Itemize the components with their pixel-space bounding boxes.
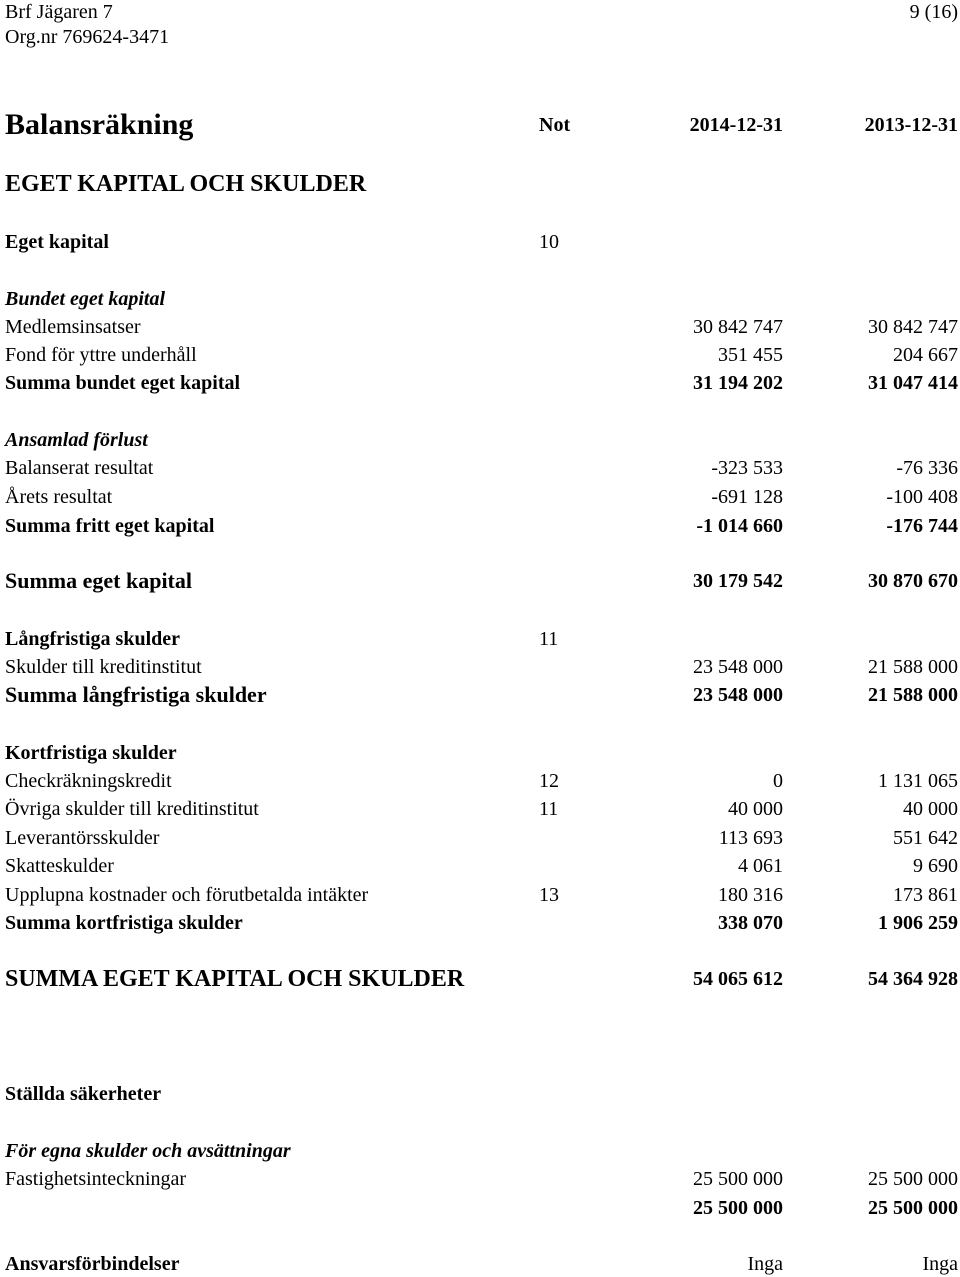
row-value-2013: 9 690 <box>913 855 958 877</box>
ansvar-row <box>5 1251 958 1277</box>
row-label: Skatteskulder <box>5 855 114 877</box>
langfristiga-heading-text: Långfristiga skulder <box>5 628 181 650</box>
row-label: Fond för yttre underhåll <box>5 344 197 366</box>
summa-eget-kapital-row <box>5 568 958 594</box>
page-title: Balansräkning <box>5 108 194 141</box>
page-number: 9 (16) <box>909 1 958 23</box>
row-label: Skulder till kreditinstitut <box>5 656 202 678</box>
sum-row <box>5 1195 958 1221</box>
table-row <box>5 882 958 908</box>
row-value-2013: -76 336 <box>896 457 958 479</box>
table-row <box>5 484 958 510</box>
row-value-2014: 180 316 <box>718 884 783 906</box>
sum-label: Summa långfristiga skulder <box>5 682 267 707</box>
row-value-2014: 25 500 000 <box>693 1168 783 1190</box>
table-row <box>5 825 958 851</box>
table-row <box>5 853 958 879</box>
sum-label: Summa fritt eget kapital <box>5 515 215 537</box>
table-row <box>5 455 958 481</box>
sakerheter-heading <box>5 1081 958 1107</box>
section-title-text: EGET KAPITAL OCH SKULDER <box>5 171 367 197</box>
eget-kapital-note: 10 <box>539 231 559 253</box>
row-value-2014: 0 <box>773 770 783 792</box>
bundet-heading <box>5 286 958 312</box>
sum-value-2013: -176 744 <box>886 515 958 537</box>
ansvar-value-2013: Inga <box>922 1253 958 1275</box>
column-header-2013: 2013-12-31 <box>864 114 958 136</box>
row-value-2013: 551 642 <box>893 827 958 849</box>
table-row <box>5 342 958 368</box>
kortfristiga-heading-text: Kortfristiga skulder <box>5 742 177 764</box>
org-number: Org.nr 769624-3471 <box>5 26 170 48</box>
sum-value-2013: 21 588 000 <box>868 684 958 706</box>
row-value-2014: -323 533 <box>711 457 783 479</box>
sum-value-2013: 31 047 414 <box>868 372 958 394</box>
sum-value-2014: 31 194 202 <box>693 372 783 394</box>
table-row <box>5 768 958 794</box>
table-row <box>5 314 958 340</box>
row-note: 12 <box>539 770 559 792</box>
sum-value-2014: 23 548 000 <box>693 684 783 706</box>
sum-value-2013: 30 870 670 <box>868 570 958 592</box>
row-label: Balanserat resultat <box>5 457 154 479</box>
kortfristiga-heading <box>5 740 958 766</box>
sum-value-2014: 25 500 000 <box>693 1197 783 1219</box>
sum-row <box>5 910 958 936</box>
sum-value-2014: 30 179 542 <box>693 570 783 592</box>
row-value-2013: 25 500 000 <box>868 1168 958 1190</box>
sum-row <box>5 682 958 708</box>
sum-label: Summa bundet eget kapital <box>5 372 241 394</box>
row-label: Årets resultat <box>5 486 113 508</box>
row-value-2014: -691 128 <box>711 486 783 508</box>
row-value-2014: 30 842 747 <box>693 316 783 338</box>
row-label: Övriga skulder till kreditinstitut <box>5 798 259 820</box>
langfristiga-note: 11 <box>539 628 559 650</box>
sakerheter-subheading-text: För egna skulder och avsättningar <box>5 1140 291 1162</box>
bundet-heading-text: Bundet eget kapital <box>5 288 165 310</box>
eget-kapital-heading <box>5 229 958 255</box>
row-label: Upplupna kostnader och förutbetalda intäkter <box>5 884 369 906</box>
sum-value-2013: 1 906 259 <box>878 912 958 934</box>
total-label: SUMMA EGET KAPITAL OCH SKULDER <box>5 966 465 992</box>
row-value-2013: 21 588 000 <box>868 656 958 678</box>
sum-row <box>5 370 958 396</box>
table-row <box>5 654 958 680</box>
table-row <box>5 796 958 822</box>
row-label: Checkräkningskredit <box>5 770 172 792</box>
row-label: Medlemsinsatser <box>5 316 141 338</box>
row-value-2013: 173 861 <box>893 884 958 906</box>
row-value-2014: 40 000 <box>728 798 783 820</box>
sum-value-2014: 338 070 <box>718 912 783 934</box>
row-label: Leverantörsskulder <box>5 827 160 849</box>
sum-row <box>5 513 958 539</box>
sum-value-2013: 25 500 000 <box>868 1197 958 1219</box>
total-value-2014: 54 065 612 <box>693 968 783 990</box>
sum-label: Summa kortfristiga skulder <box>5 912 243 934</box>
forlust-heading <box>5 427 958 453</box>
row-value-2013: -100 408 <box>886 486 958 508</box>
row-value-2014: 351 455 <box>718 344 783 366</box>
ansvar-label: Ansvarsförbindelser <box>5 1253 180 1275</box>
row-value-2014: 4 061 <box>738 855 783 877</box>
sum-label: Summa eget kapital <box>5 568 192 593</box>
sakerheter-subheading <box>5 1138 958 1164</box>
column-header-not: Not <box>539 114 571 136</box>
eget-kapital-label: Eget kapital <box>5 231 109 253</box>
title-row <box>5 107 958 143</box>
sakerheter-heading-text: Ställda säkerheter <box>5 1083 162 1105</box>
ansvar-value-2014: Inga <box>747 1253 783 1275</box>
column-header-2014: 2014-12-31 <box>689 114 783 136</box>
langfristiga-heading <box>5 626 958 652</box>
total-row <box>5 964 958 994</box>
sum-value-2014: -1 014 660 <box>696 515 783 537</box>
row-value-2014: 23 548 000 <box>693 656 783 678</box>
row-note: 11 <box>539 798 559 820</box>
section-title <box>5 169 958 199</box>
row-value-2013: 1 131 065 <box>878 770 958 792</box>
total-value-2013: 54 364 928 <box>868 968 958 990</box>
row-label: Fastighetsinteckningar <box>5 1168 187 1190</box>
org-name: Brf Jägaren 7 <box>5 1 113 23</box>
row-value-2014: 113 693 <box>718 827 783 849</box>
row-note: 13 <box>539 884 559 906</box>
row-value-2013: 30 842 747 <box>868 316 958 338</box>
table-row <box>5 1166 958 1192</box>
row-value-2013: 40 000 <box>903 798 958 820</box>
forlust-heading-text: Ansamlad förlust <box>5 429 148 451</box>
row-value-2013: 204 667 <box>893 344 958 366</box>
